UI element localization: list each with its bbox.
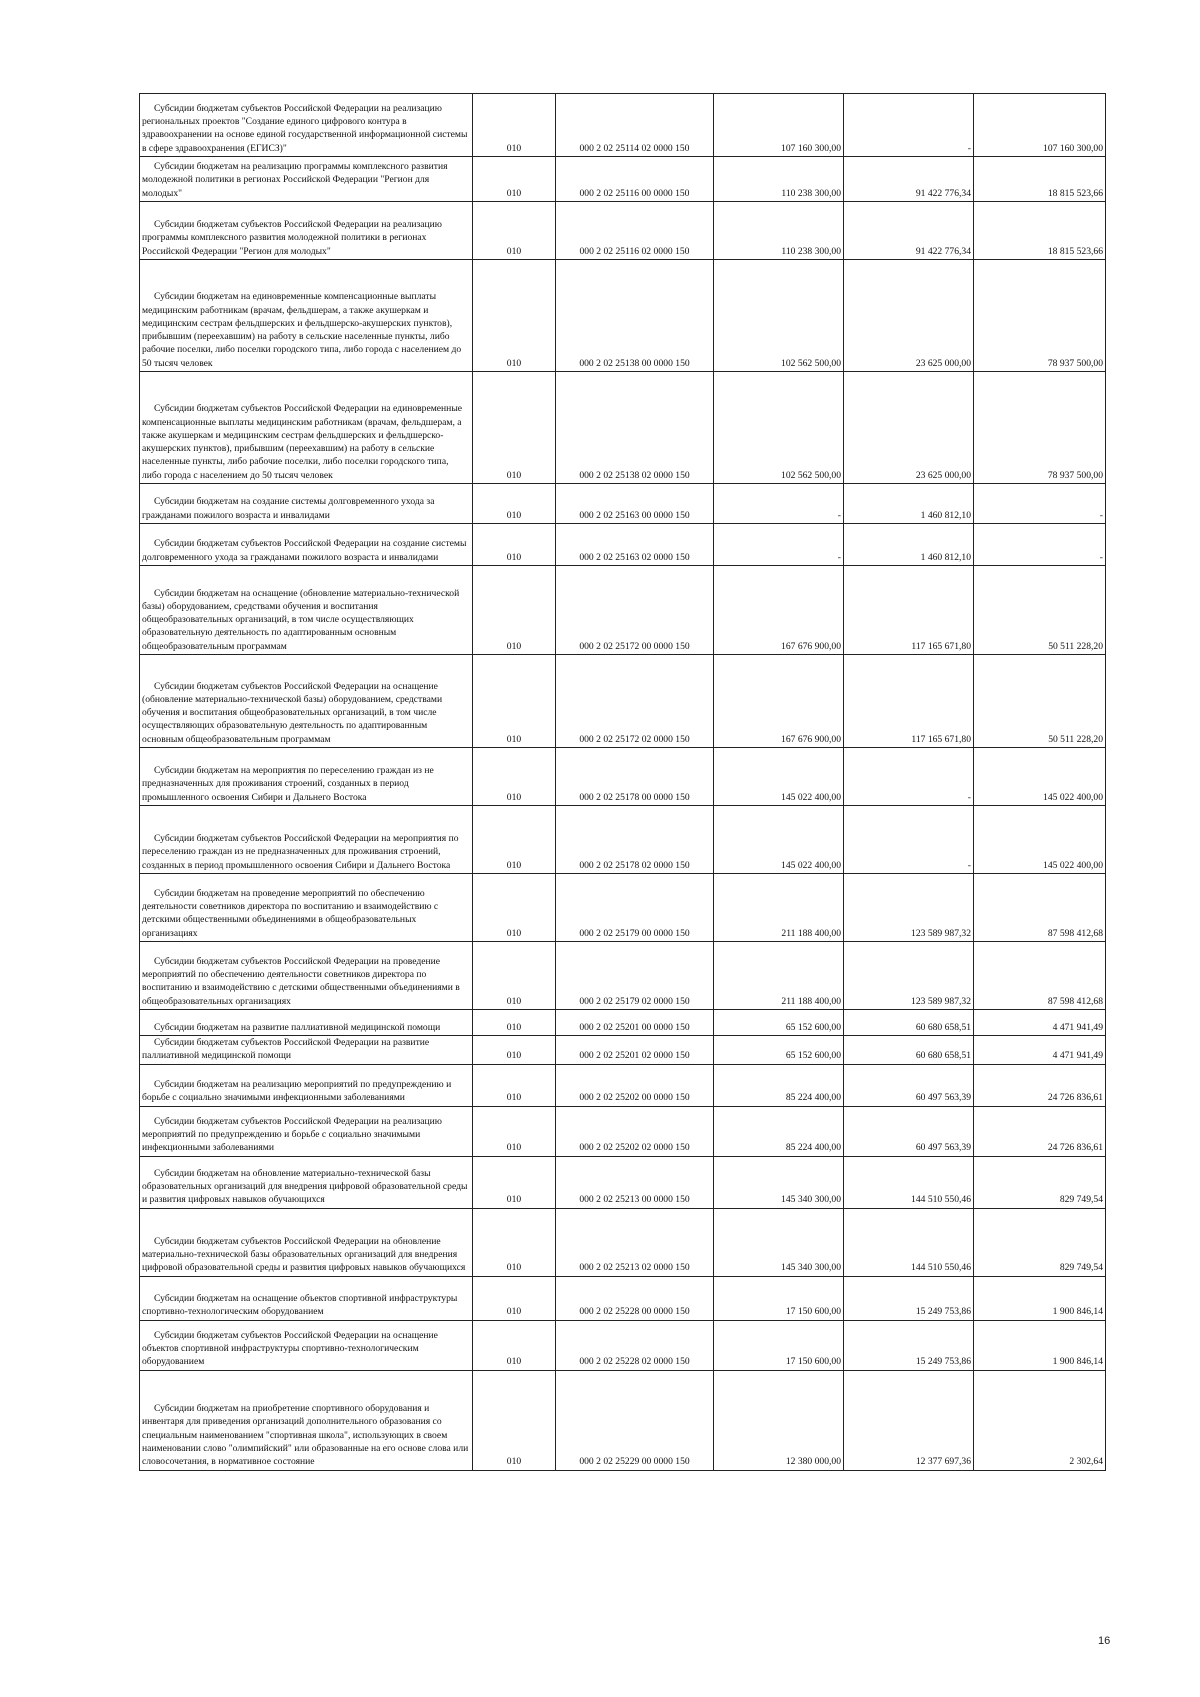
row-name-cell bbox=[140, 94, 473, 157]
row-name-cell bbox=[140, 942, 473, 1010]
row-executed-cell: - bbox=[844, 806, 974, 874]
row-unexecuted-cell: 24 726 836,61 bbox=[974, 1064, 1106, 1106]
row-executed-cell: 144 510 550,46 bbox=[844, 1156, 974, 1208]
row-name-cell bbox=[140, 260, 473, 372]
row-kbk-cell: 000 2 02 25202 00 0000 150 bbox=[556, 1064, 714, 1106]
row-code-cell: 010 bbox=[473, 260, 556, 372]
row-unexecuted-cell: 24 726 836,61 bbox=[974, 1106, 1106, 1156]
row-name-cell bbox=[140, 748, 473, 806]
row-executed-cell: 15 249 753,86 bbox=[844, 1276, 974, 1320]
row-code-cell: 010 bbox=[473, 202, 556, 260]
row-executed-cell: 23 625 000,00 bbox=[844, 372, 974, 484]
row-unexecuted-cell: 78 937 500,00 bbox=[974, 372, 1106, 484]
row-approved-cell: 145 340 300,00 bbox=[714, 1208, 844, 1276]
row-code-cell: 010 bbox=[473, 1036, 556, 1065]
row-name-text: Субсидии бюджетам субъектов Российской Федерации на единовременные компенсационные выплаты медицинским работникам (врачам, фельдшерам, а также акушеркам и медицинским сестрам фельдшерских и фельдшерско-акушерских пунктов), прибывшим (переехавшим) на работу в сельские населенные пункты, либо рабочие поселки, либо поселки городского типа, либо города с населением до 50 тысяч человек bbox=[142, 403, 463, 481]
table-row bbox=[140, 566, 1106, 655]
row-executed-cell: 123 589 987,32 bbox=[844, 942, 974, 1010]
row-executed-cell: - bbox=[844, 748, 974, 806]
table-row bbox=[140, 94, 1106, 157]
row-code-cell: 010 bbox=[473, 1370, 556, 1470]
row-kbk-cell: 000 2 02 25201 00 0000 150 bbox=[556, 1010, 714, 1036]
row-unexecuted-cell: 829 749,54 bbox=[974, 1156, 1106, 1208]
row-executed-cell: 1 460 812,10 bbox=[844, 484, 974, 524]
table-row bbox=[140, 806, 1106, 874]
row-name-text: Субсидии бюджетам на оснащение (обновление материально-технической базы) оборудованием, средствами обучения и воспитания общеобразовательных организаций, в том числе осуществляющих образовательную деятельность по адаптированным основным общеобразовательным программам bbox=[142, 587, 460, 652]
row-kbk-cell: 000 2 02 25201 02 0000 150 bbox=[556, 1036, 714, 1065]
row-executed-cell: 60 680 658,51 bbox=[844, 1010, 974, 1036]
table-row bbox=[140, 1036, 1106, 1065]
row-kbk-cell: 000 2 02 25179 02 0000 150 bbox=[556, 942, 714, 1010]
row-executed-cell: 144 510 550,46 bbox=[844, 1208, 974, 1276]
row-approved-cell: 17 150 600,00 bbox=[714, 1276, 844, 1320]
table-row bbox=[140, 157, 1106, 202]
row-approved-cell: 110 238 300,00 bbox=[714, 202, 844, 260]
row-name-text: Субсидии бюджетам субъектов Российской Федерации на оснащение (обновление материально-технической базы) оборудованием, средствами обучения и воспитания общеобразовательных организаций, в том числе осуществляющих образовательную деятельность по адаптированным основным общеобразовательным программам bbox=[142, 680, 443, 745]
table-row bbox=[140, 874, 1106, 942]
row-kbk-cell: 000 2 02 25114 02 0000 150 bbox=[556, 94, 714, 157]
row-unexecuted-cell: 78 937 500,00 bbox=[974, 260, 1106, 372]
row-approved-cell: 65 152 600,00 bbox=[714, 1036, 844, 1065]
table-row bbox=[140, 1320, 1106, 1370]
row-name-cell bbox=[140, 1010, 473, 1036]
table-row bbox=[140, 372, 1106, 484]
table-row bbox=[140, 524, 1106, 566]
table-row bbox=[140, 1010, 1106, 1036]
row-unexecuted-cell: - bbox=[974, 484, 1106, 524]
row-kbk-cell: 000 2 02 25163 02 0000 150 bbox=[556, 524, 714, 566]
row-unexecuted-cell: 50 511 228,20 bbox=[974, 655, 1106, 748]
row-unexecuted-cell: 145 022 400,00 bbox=[974, 748, 1106, 806]
row-code-cell: 010 bbox=[473, 1106, 556, 1156]
row-unexecuted-cell: 87 598 412,68 bbox=[974, 942, 1106, 1010]
row-unexecuted-cell: 18 815 523,66 bbox=[974, 202, 1106, 260]
row-executed-cell: 117 165 671,80 bbox=[844, 566, 974, 655]
table-row bbox=[140, 260, 1106, 372]
row-name-text: Субсидии бюджетам на реализацию программы комплексного развития молодежной политики в регионах Российской Федерации "Регион для молодых" bbox=[142, 161, 448, 199]
row-executed-cell: 91 422 776,34 bbox=[844, 202, 974, 260]
row-kbk-cell: 000 2 02 25228 00 0000 150 bbox=[556, 1276, 714, 1320]
row-unexecuted-cell: 18 815 523,66 bbox=[974, 157, 1106, 202]
row-unexecuted-cell: 4 471 941,49 bbox=[974, 1036, 1106, 1065]
row-code-cell: 010 bbox=[473, 1276, 556, 1320]
row-executed-cell: 60 680 658,51 bbox=[844, 1036, 974, 1065]
row-executed-cell: 60 497 563,39 bbox=[844, 1064, 974, 1106]
row-name-cell bbox=[140, 1370, 473, 1470]
row-approved-cell: 145 022 400,00 bbox=[714, 748, 844, 806]
row-executed-cell: 1 460 812,10 bbox=[844, 524, 974, 566]
row-approved-cell: 145 340 300,00 bbox=[714, 1156, 844, 1208]
row-approved-cell: 102 562 500,00 bbox=[714, 260, 844, 372]
row-code-cell: 010 bbox=[473, 1208, 556, 1276]
row-kbk-cell: 000 2 02 25116 02 0000 150 bbox=[556, 202, 714, 260]
row-name-cell bbox=[140, 806, 473, 874]
row-code-cell: 010 bbox=[473, 748, 556, 806]
row-unexecuted-cell: 1 900 846,14 bbox=[974, 1320, 1106, 1370]
row-code-cell: 010 bbox=[473, 566, 556, 655]
row-kbk-cell: 000 2 02 25138 02 0000 150 bbox=[556, 372, 714, 484]
row-name-text: Субсидии бюджетам на создание системы долговременного ухода за гражданами пожилого возраста и инвалидами bbox=[142, 496, 435, 521]
row-name-text: Субсидии бюджетам на развитие паллиативной медицинской помощи bbox=[154, 1021, 441, 1033]
row-executed-cell: 60 497 563,39 bbox=[844, 1106, 974, 1156]
row-executed-cell: 15 249 753,86 bbox=[844, 1320, 974, 1370]
row-code-cell: 010 bbox=[473, 372, 556, 484]
row-approved-cell: 102 562 500,00 bbox=[714, 372, 844, 484]
row-name-text: Субсидии бюджетам субъектов Российской Федерации на развитие паллиативной медицинской помощи bbox=[142, 1037, 430, 1062]
table-row bbox=[140, 1370, 1106, 1470]
row-code-cell: 010 bbox=[473, 655, 556, 748]
row-code-cell: 010 bbox=[473, 524, 556, 566]
table-row bbox=[140, 942, 1106, 1010]
table-body bbox=[140, 94, 1106, 1471]
row-unexecuted-cell: 4 471 941,49 bbox=[974, 1010, 1106, 1036]
row-executed-cell: 123 589 987,32 bbox=[844, 874, 974, 942]
row-unexecuted-cell: 829 749,54 bbox=[974, 1208, 1106, 1276]
row-executed-cell: 91 422 776,34 bbox=[844, 157, 974, 202]
row-kbk-cell: 000 2 02 25172 00 0000 150 bbox=[556, 566, 714, 655]
row-name-text: Субсидии бюджетам на приобретение спортивного оборудования и инвентаря для приведения организаций дополнительного образования со специальным наименованием "спортивная школа", использующих в своем наименовании слово "олимпийский" или образованные на его основе слова или словосочетания, в нормативное состояние bbox=[142, 1403, 469, 1468]
row-name-cell bbox=[140, 1276, 473, 1320]
row-name-text: Субсидии бюджетам на реализацию мероприятий по предупреждению и борьбе с социально значимыми инфекционными заболеваниями bbox=[142, 1079, 452, 1104]
row-name-cell bbox=[140, 1208, 473, 1276]
table-row bbox=[140, 1106, 1106, 1156]
table-row bbox=[140, 1064, 1106, 1106]
row-executed-cell: 12 377 697,36 bbox=[844, 1370, 974, 1470]
row-approved-cell: 211 188 400,00 bbox=[714, 874, 844, 942]
row-code-cell: 010 bbox=[473, 94, 556, 157]
row-name-cell bbox=[140, 484, 473, 524]
row-code-cell: 010 bbox=[473, 157, 556, 202]
row-name-text: Субсидии бюджетам субъектов Российской Федерации на реализацию региональных проектов "Создание единого цифрового контура в здравоохранении на основе единой государственной информационной системы в сфере здравоохранения (ЕГИСЗ)" bbox=[142, 102, 468, 154]
row-name-cell bbox=[140, 1156, 473, 1208]
row-name-text: Субсидии бюджетам на обновление материально-технической базы образовательных организаций для внедрения цифровой образовательной среды и развития цифровых навыков обучающихся bbox=[142, 1167, 468, 1206]
row-kbk-cell: 000 2 02 25138 00 0000 150 bbox=[556, 260, 714, 372]
row-name-text: Субсидии бюджетам субъектов Российской Федерации на обновление материально-технической базы образовательных организаций для внедрения цифровой образовательной среды и развития цифровых навыков обучающихся bbox=[142, 1235, 466, 1274]
row-name-text: Субсидии бюджетам на единовременные компенсационные выплаты медицинским работникам (врачам, фельдшерам, а также акушеркам и медицинским сестрам фельдшерских и фельдшерско-акушерских пунктов), прибывшим (переехавшим) на работу в сельские населенные пункты, либо рабочие поселки, либо поселки городского типа, либо города с населением до 50 тысяч человек bbox=[142, 291, 462, 369]
row-code-cell: 010 bbox=[473, 1010, 556, 1036]
row-kbk-cell: 000 2 02 25213 00 0000 150 bbox=[556, 1156, 714, 1208]
row-approved-cell: 17 150 600,00 bbox=[714, 1320, 844, 1370]
row-unexecuted-cell: 1 900 846,14 bbox=[974, 1276, 1106, 1320]
row-unexecuted-cell: 87 598 412,68 bbox=[974, 874, 1106, 942]
row-name-cell bbox=[140, 202, 473, 260]
row-unexecuted-cell: 107 160 300,00 bbox=[974, 94, 1106, 157]
row-name-text: Субсидии бюджетам субъектов Российской Федерации на проведение мероприятий по обеспечению деятельности советников директора по воспитанию и взаимодействию с детскими общественными объединениями в общеобразовательных организациях bbox=[142, 955, 460, 1007]
row-kbk-cell: 000 2 02 25179 00 0000 150 bbox=[556, 874, 714, 942]
row-approved-cell: - bbox=[714, 524, 844, 566]
row-unexecuted-cell: - bbox=[974, 524, 1106, 566]
row-approved-cell: 211 188 400,00 bbox=[714, 942, 844, 1010]
table-row bbox=[140, 1208, 1106, 1276]
row-name-text: Субсидии бюджетам на проведение мероприятий по обеспечению деятельности советников директора по воспитанию и взаимодействию с детскими общественными объединениями в общеобразовательных организациях bbox=[142, 887, 439, 939]
row-approved-cell: - bbox=[714, 484, 844, 524]
row-code-cell: 010 bbox=[473, 484, 556, 524]
row-name-cell bbox=[140, 524, 473, 566]
row-approved-cell: 12 380 000,00 bbox=[714, 1370, 844, 1470]
row-name-cell bbox=[140, 566, 473, 655]
row-name-text: Субсидии бюджетам субъектов Российской Федерации на реализацию мероприятий по предупреждению и борьбе с социально значимыми инфекционными заболеваниями bbox=[142, 1115, 442, 1154]
row-code-cell: 010 bbox=[473, 1156, 556, 1208]
row-name-text: Субсидии бюджетам субъектов Российской Федерации на мероприятия по переселению граждан из не предназначенных для проживания строений, созданных в период промышленного освоения Сибири и Дальнего Востока bbox=[142, 833, 459, 871]
row-name-cell bbox=[140, 1320, 473, 1370]
row-approved-cell: 85 224 400,00 bbox=[714, 1064, 844, 1106]
row-name-cell bbox=[140, 874, 473, 942]
row-kbk-cell: 000 2 02 25172 02 0000 150 bbox=[556, 655, 714, 748]
row-code-cell: 010 bbox=[473, 1064, 556, 1106]
row-kbk-cell: 000 2 02 25213 02 0000 150 bbox=[556, 1208, 714, 1276]
row-name-cell bbox=[140, 1064, 473, 1106]
table-row bbox=[140, 1276, 1106, 1320]
row-executed-cell: 23 625 000,00 bbox=[844, 260, 974, 372]
row-kbk-cell: 000 2 02 25178 00 0000 150 bbox=[556, 748, 714, 806]
table-row bbox=[140, 655, 1106, 748]
row-kbk-cell: 000 2 02 25228 02 0000 150 bbox=[556, 1320, 714, 1370]
row-unexecuted-cell: 50 511 228,20 bbox=[974, 566, 1106, 655]
row-name-text: Субсидии бюджетам субъектов Российской Федерации на создание системы долговременного ухода за гражданами пожилого возраста и инвалидами bbox=[142, 538, 467, 563]
row-executed-cell: - bbox=[844, 94, 974, 157]
row-code-cell: 010 bbox=[473, 806, 556, 874]
table-row bbox=[140, 748, 1106, 806]
row-code-cell: 010 bbox=[473, 874, 556, 942]
row-name-text: Субсидии бюджетам субъектов Российской Федерации на реализацию программы комплексного развития молодежной политики в регионах Российской Федерации "Регион для молодых" bbox=[142, 219, 442, 257]
row-name-text: Субсидии бюджетам на оснащение объектов спортивной инфраструктуры спортивно-технологическим оборудованием bbox=[142, 1293, 458, 1318]
row-executed-cell: 117 165 671,80 bbox=[844, 655, 974, 748]
row-name-cell bbox=[140, 157, 473, 202]
row-name-cell bbox=[140, 372, 473, 484]
row-code-cell: 010 bbox=[473, 1320, 556, 1370]
row-name-text: Субсидии бюджетам субъектов Российской Федерации на оснащение объектов спортивной инфраструктуры спортивно-технологическим оборудованием bbox=[142, 1329, 438, 1368]
budget-report-table bbox=[139, 93, 1106, 1471]
page-number: 16 bbox=[1098, 1635, 1111, 1647]
table-row bbox=[140, 1156, 1106, 1208]
row-approved-cell: 145 022 400,00 bbox=[714, 806, 844, 874]
row-approved-cell: 85 224 400,00 bbox=[714, 1106, 844, 1156]
row-approved-cell: 65 152 600,00 bbox=[714, 1010, 844, 1036]
row-name-text: Субсидии бюджетам на мероприятия по переселению граждан из не предназначенных для проживания строений, созданных в период промышленного освоения Сибири и Дальнего Востока bbox=[142, 765, 434, 803]
row-code-cell: 010 bbox=[473, 942, 556, 1010]
table-row bbox=[140, 202, 1106, 260]
row-kbk-cell: 000 2 02 25163 00 0000 150 bbox=[556, 484, 714, 524]
row-kbk-cell: 000 2 02 25202 02 0000 150 bbox=[556, 1106, 714, 1156]
row-approved-cell: 110 238 300,00 bbox=[714, 157, 844, 202]
row-kbk-cell: 000 2 02 25178 02 0000 150 bbox=[556, 806, 714, 874]
row-unexecuted-cell: 2 302,64 bbox=[974, 1370, 1106, 1470]
row-approved-cell: 107 160 300,00 bbox=[714, 94, 844, 157]
row-approved-cell: 167 676 900,00 bbox=[714, 566, 844, 655]
row-approved-cell: 167 676 900,00 bbox=[714, 655, 844, 748]
row-name-cell bbox=[140, 1106, 473, 1156]
row-unexecuted-cell: 145 022 400,00 bbox=[974, 806, 1106, 874]
row-kbk-cell: 000 2 02 25229 00 0000 150 bbox=[556, 1370, 714, 1470]
row-name-cell bbox=[140, 655, 473, 748]
row-name-cell bbox=[140, 1036, 473, 1065]
table-row bbox=[140, 484, 1106, 524]
row-kbk-cell: 000 2 02 25116 00 0000 150 bbox=[556, 157, 714, 202]
